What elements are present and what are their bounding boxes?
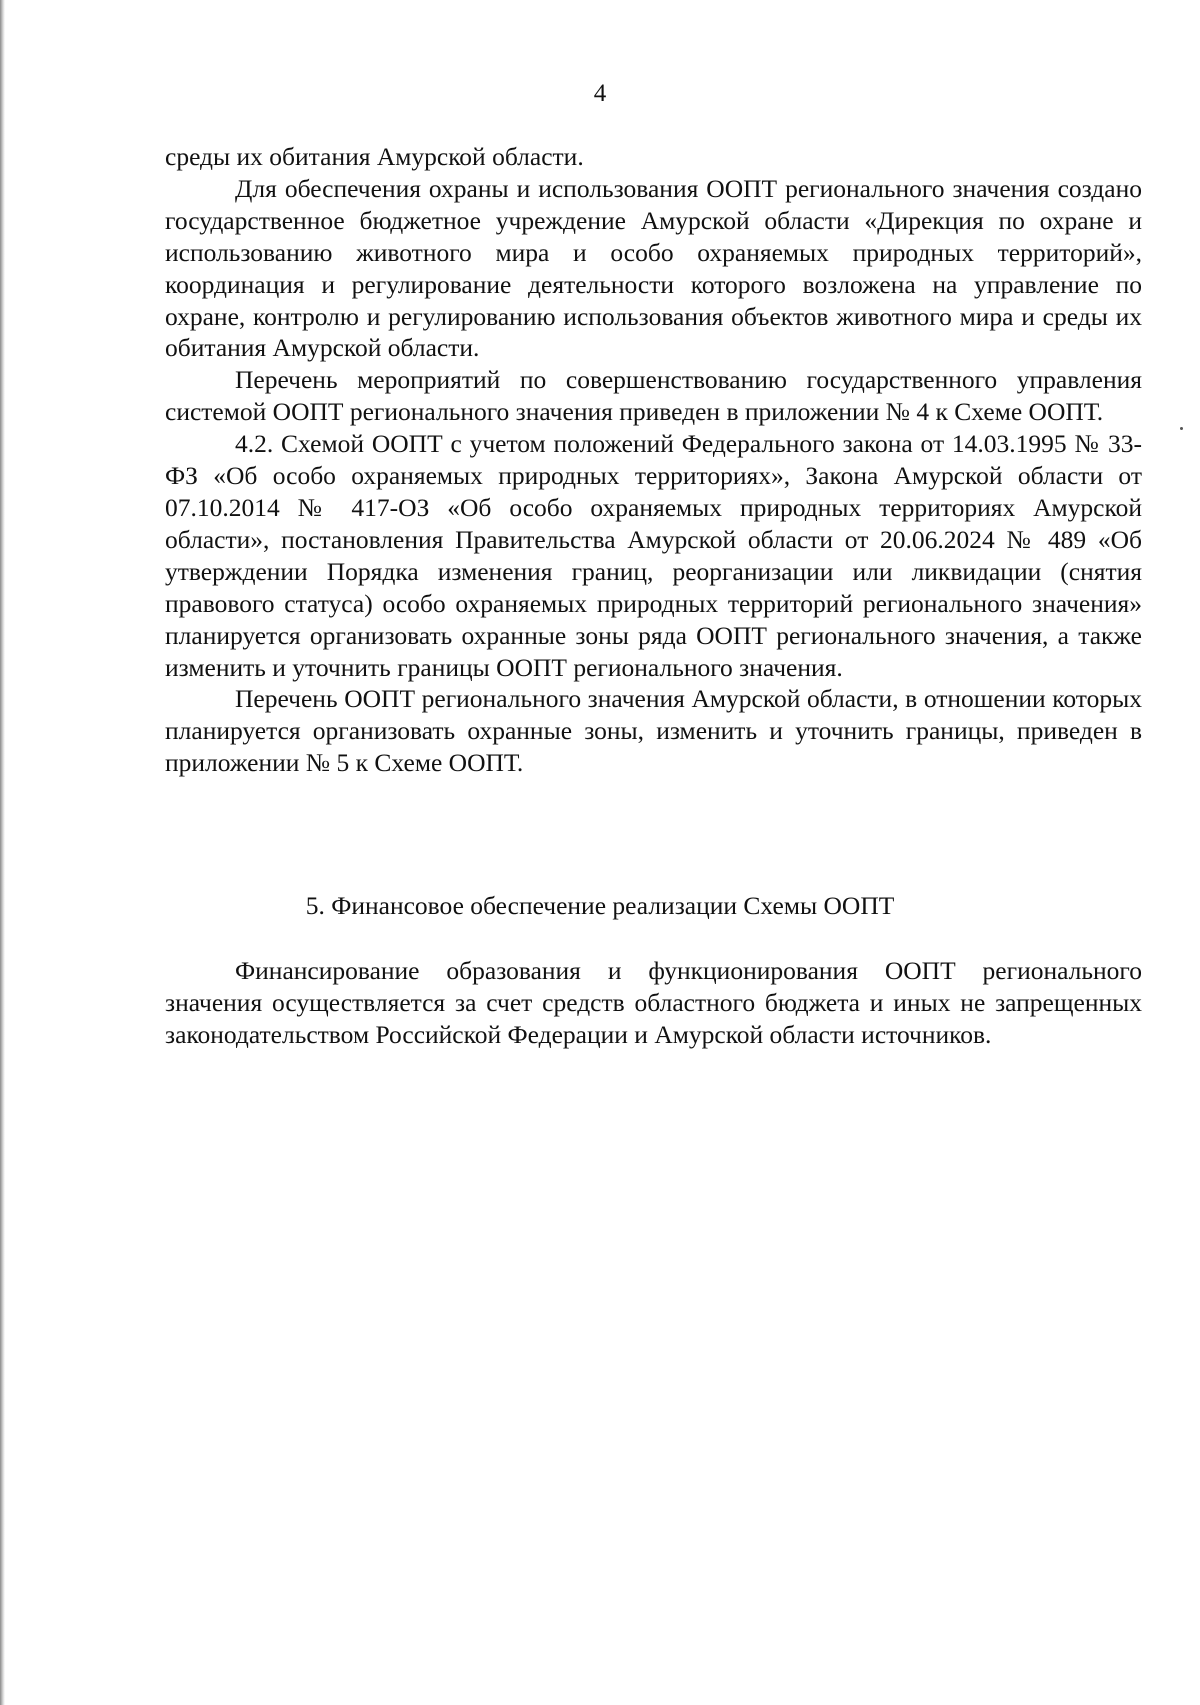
paragraph-continuation: среды их обитания Амурской области. — [165, 142, 584, 171]
section5-text — [165, 955, 1142, 1051]
paragraph-financing: Финансирование образования и функционирования ООПТ регионального значения осуществляется за счет средств областного бюджета и иных не запрещенных законодательством Российской Федерации и Амурской области источников. — [165, 956, 1142, 1049]
scan-edge-shadow — [0, 0, 5, 1705]
section-5-heading: 5. Финансовое обеспечение реализации Схемы ООПТ — [305, 891, 895, 920]
paragraph-4-2: 4.2. Схемой ООПТ с учетом положений Федерального закона от 14.03.1995 № 33-ФЗ «Об особо охраняемых природных территориях», Закона Амурской области от 07.10.2014 № 417-ОЗ «Об особо охраняемых природных территориях Амурской области», постановления Правительства Амурской области от 20.06.2024 № 489 «Об утверждении Порядка изменения границ, реорганизации или ликвидации (снятия правового статуса) особо охраняемых природных территорий регионального значения» планируется организовать охранные зоны ряда ООПТ регионального значения, а также изменить и уточнить границы ООПТ регионального значения. — [165, 429, 1142, 682]
paragraph-oopt-list: Перечень ООПТ регионального значения Амурской области, в отношении которых планируется организовать охранные зоны, изменить и уточнить границы, приведен в приложении № 5 к Схеме ООПТ. — [165, 684, 1142, 778]
paragraph-measures-list: Перечень мероприятий по совершенствованию государственного управления системой ООПТ регионального значения приведен в приложении № 4 к Схеме ООПТ. — [165, 365, 1142, 427]
scan-speck — [1180, 427, 1183, 430]
page-number: 4 — [593, 80, 607, 107]
paragraph-directorate: Для обеспечения охраны и использования ООПТ регионального значения создано государственное бюджетное учреждение Амурской области «Дирекция по охране и использованию животного мира и особо охраняемых природных территорий», координация и регулирование деятельности которого возложена на управление по охране, контролю и регулированию использования объектов животного мира и среды их обитания Амурской области. — [165, 173, 1142, 363]
section4-text — [165, 141, 1142, 779]
